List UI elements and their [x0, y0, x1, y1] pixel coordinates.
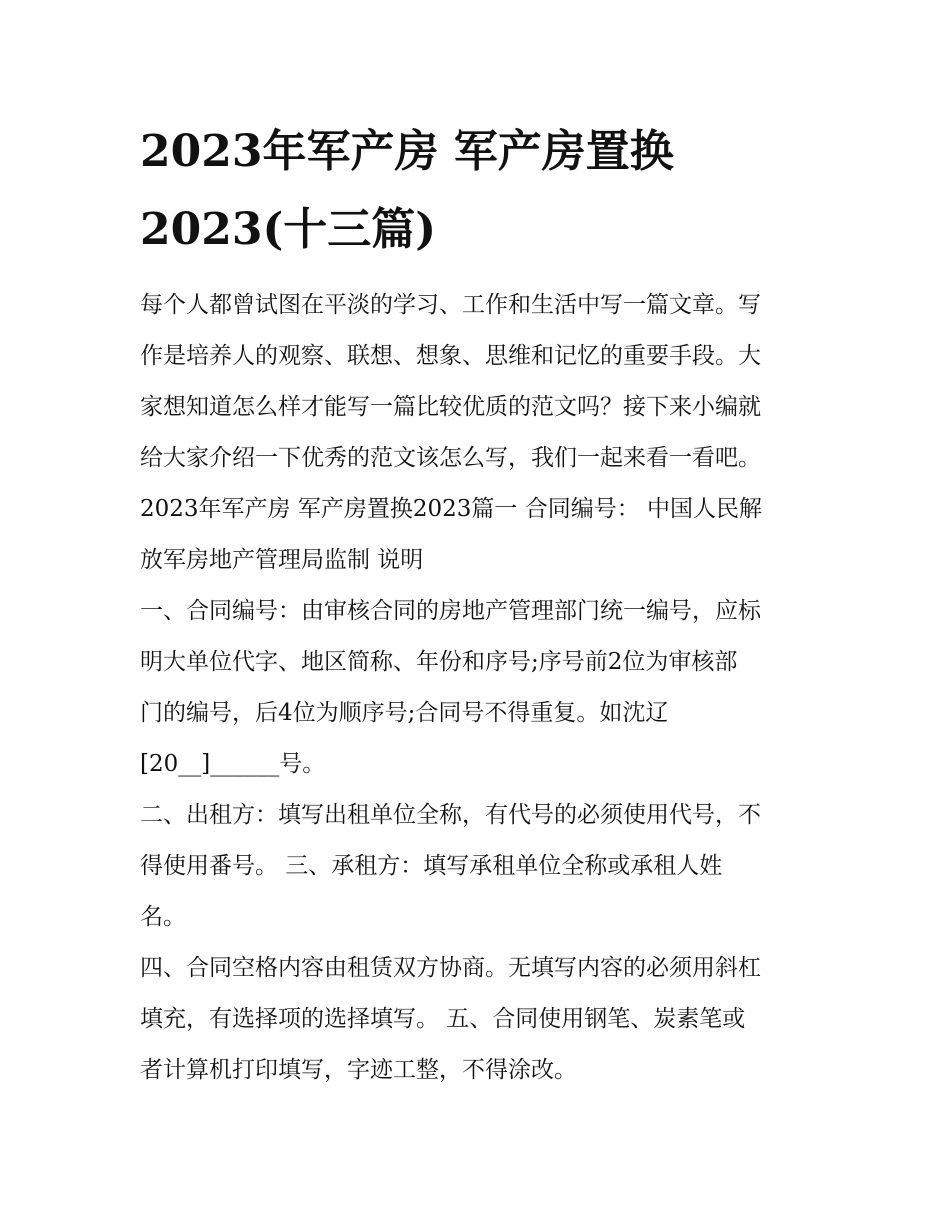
body-line: 得使用番号。 三、承租方：填写承租单位全称或承租人姓	[140, 853, 723, 879]
body-line: 2023年军产房 军产房置换2023篇一 合同编号： 中国人民解	[140, 496, 762, 522]
document-page	[140, 118, 812, 1096]
body-line: [20__]______号。	[140, 751, 326, 777]
document-title-line-1: 2023年军产房 军产房置换	[140, 126, 674, 177]
document-body	[140, 280, 812, 1096]
body-line: 给大家介绍一下优秀的范文该怎么写，我们一起来看一看吧。	[140, 445, 761, 471]
body-line: 每个人都曾试图在平淡的学习、工作和生活中写一篇文章。写	[140, 292, 761, 318]
body-line: 作是培养人的观察、联想、想象、思维和记忆的重要手段。大	[140, 343, 761, 369]
body-line: 填充，有选择项的选择填写。 五、合同使用钢笔、炭素笔或	[140, 1006, 746, 1032]
body-line: 一、合同编号：由审核合同的房地产管理部门统一编号，应标	[140, 598, 761, 624]
body-line: 四、合同空格内容由租赁双方协商。无填写内容的必须用斜杠	[140, 955, 761, 981]
body-line: 门的编号，后4位为顺序号;合同号不得重复。如沈辽	[140, 700, 669, 726]
body-line: 二、出租方：填写出租单位全称，有代号的必须使用代号，不	[140, 802, 761, 828]
body-line: 名。	[140, 904, 186, 930]
body-line: 者计算机打印填写，字迹工整，不得涂改。	[140, 1057, 577, 1083]
document-title-line-2: 2023(十三篇)	[140, 204, 437, 255]
body-line: 明大单位代字、地区简称、年份和序号;序号前2位为审核部	[140, 649, 738, 675]
body-line: 放军房地产管理局监制 说明	[140, 547, 424, 573]
body-line: 家想知道怎么样才能写一篇比较优质的范文吗？接下来小编就	[140, 394, 761, 420]
